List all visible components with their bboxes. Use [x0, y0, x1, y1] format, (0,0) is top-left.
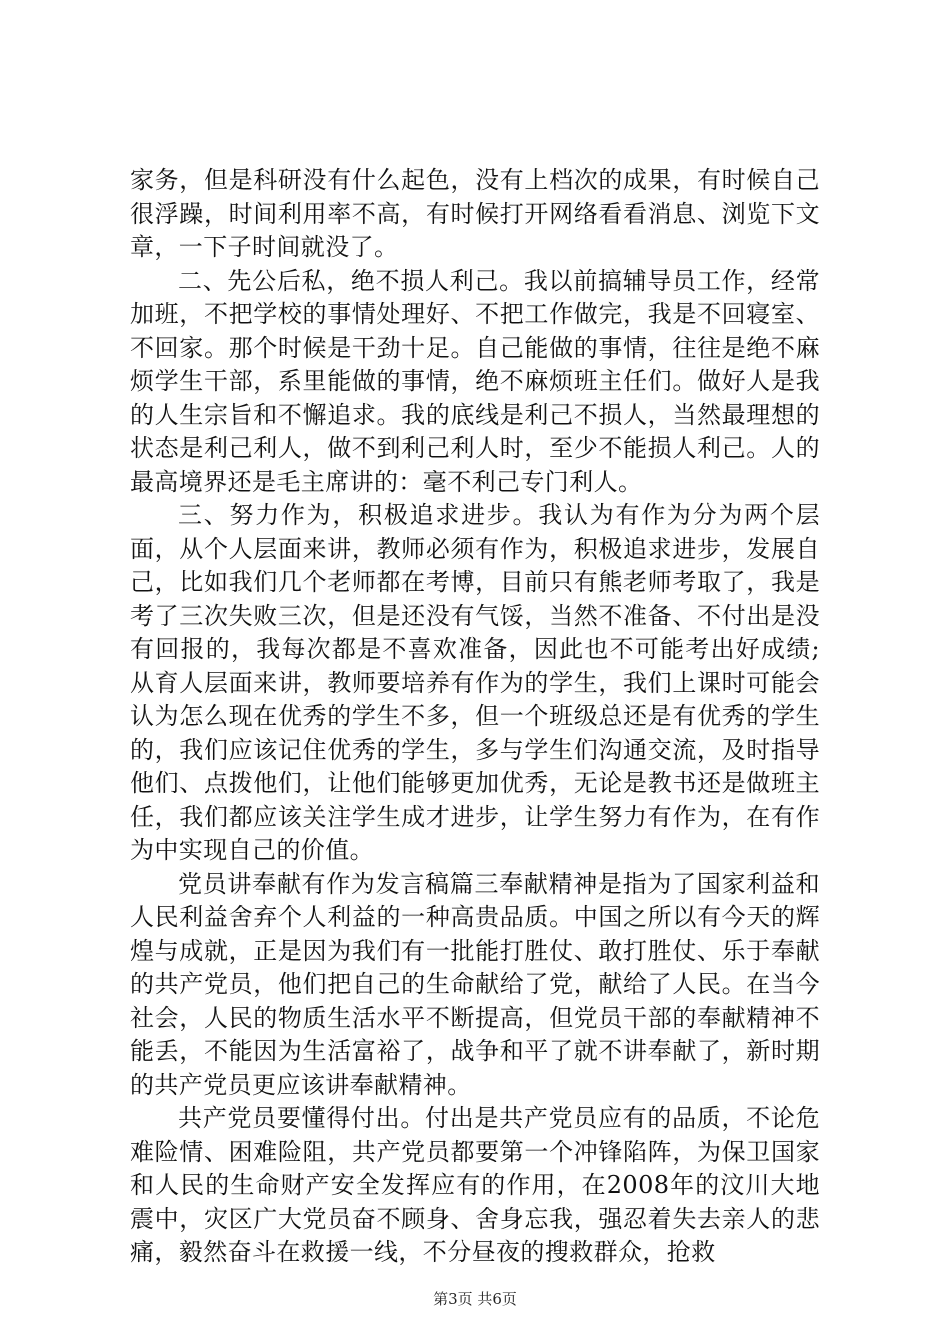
- paragraph-2: 二、先公后私，绝不损人利己。我以前搞辅导员工作，经常加班，不把学校的事情处理好、不把工作做完，我是不回寝室、不回家。那个时候是干劲十足。自己能做的事情，往往是绝不麻烦学生干部，系里能做的事情，绝不麻烦班主任们。做好人是我的人生宗旨和不懈追求。我的底线是利己不损人，当然最理想的状态是利己利人，做不到利己利人时，至少不能损人利己。人的最高境界还是毛主席讲的：毫不利己专门利人。: [130, 266, 820, 496]
- page-footer: 第3页 共6页: [433, 1290, 517, 1308]
- paragraph-3: 三、努力作为，积极追求进步。我认为有作为分为两个层面，从个人层面来讲，教师必须有作为，积极追求进步，发展自己，比如我们几个老师都在考博，目前只有熊老师考取了，我是考了三次失败三次，但是还没有气馁，当然不准备、不付出是没有回报的，我每次都是不喜欢准备，因此也不可能考出好成绩;从育人层面来讲，教师要培养有作为的学生，我们上课时可能会认为怎么现在优秀的学生不多，但一个班级总还是有优秀的学生的，我们应该记住优秀的学生，多与学生们沟通交流，及时指导他们、点拨他们，让他们能够更加优秀，无论是教书还是做班主任，我们都应该关注学生成才进步，让学生努力有作为，在有作为中实现自己的价值。: [130, 501, 820, 864]
- paragraph-5: 共产党员要懂得付出。付出是共产党员应有的品质，不论危难险情、困难险阻，共产党员都要第一个冲锋陷阵，为保卫国家和人民的生命财产安全发挥应有的作用，在2008年的汶川大地震中，灾区广大党员奋不顾身、舍身忘我，强忍着失去亲人的悲痛，毅然奋斗在救援一线，不分昼夜的搜救群众，抢救: [130, 1104, 820, 1266]
- document-body: [130, 164, 820, 1270]
- paragraph-4: 党员讲奉献有作为发言稿篇三奉献精神是指为了国家利益和人民利益舍弃个人利益的一种高贵品质。中国之所以有今天的辉煌与成就，正是因为我们有一批能打胜仗、敢打胜仗、乐于奉献的共产党员，他们把自己的生命献给了党，献给了人民。在当今社会，人民的物质生活水平不断提高，但党员干部的奉献精神不能丢，不能因为生活富裕了，战争和平了就不讲奉献了，新时期的共产党员更应该讲奉献精神。: [130, 869, 820, 1099]
- paragraph-1: 家务，但是科研没有什么起色，没有上档次的成果，有时候自己很浮躁，时间利用率不高，有时候打开网络看看消息、浏览下文章，一下子时间就没了。: [130, 166, 820, 261]
